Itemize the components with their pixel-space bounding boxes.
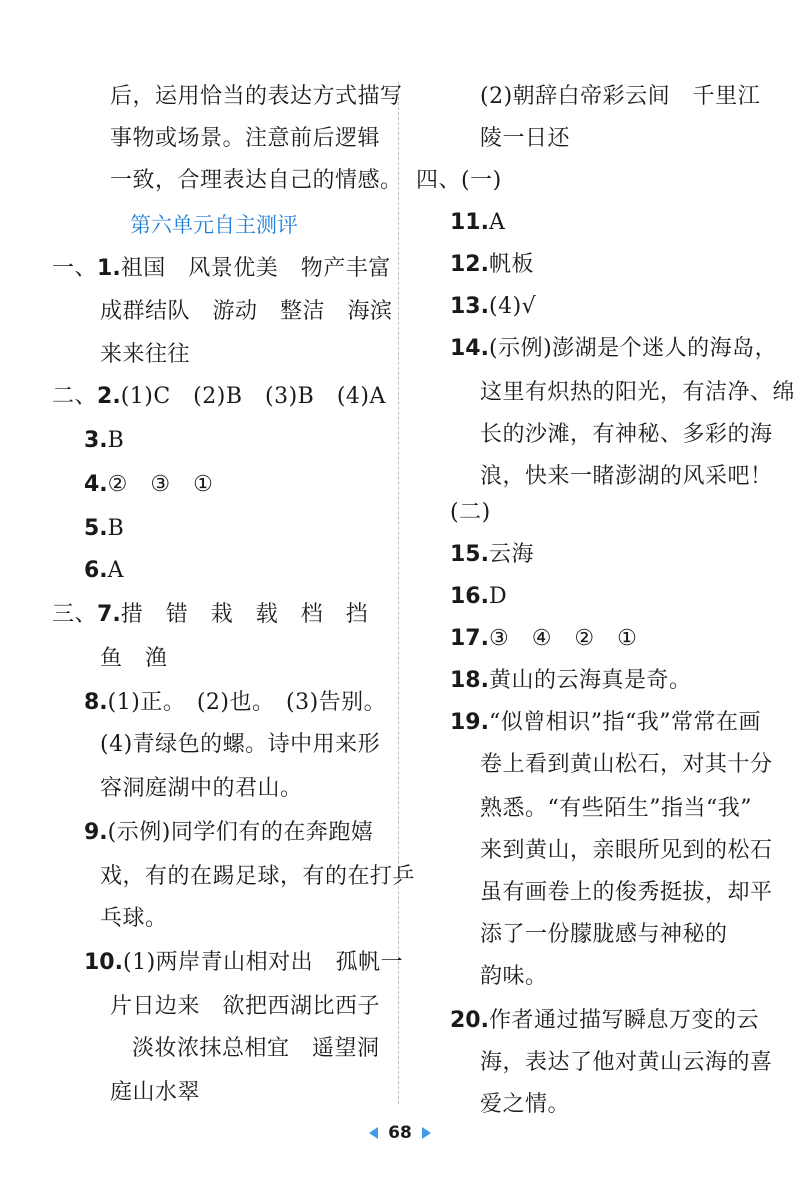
question-number: 2. [97, 384, 121, 409]
part-prefix: 三、 [52, 602, 98, 627]
question-4 [84, 470, 213, 500]
answer-text: (1)两岸青山相对出 孤帆一 [122, 950, 404, 975]
answer-line: 爱之情。 [480, 1092, 571, 1117]
question-2 [52, 382, 386, 412]
question-number: 15. [450, 542, 489, 567]
part-prefix: 一、 [52, 256, 98, 281]
part-prefix: 二、 [52, 384, 98, 409]
answer-line: 长的沙滩，有神秘、多彩的海 [480, 422, 773, 447]
question-number: 5. [84, 516, 108, 541]
answer-line: 海，表达了他对黄山云海的喜 [480, 1050, 773, 1075]
answer-text: A [107, 558, 125, 583]
question-3 [84, 426, 124, 456]
answer-line: 添了一份朦胧感与神秘的 [480, 922, 728, 947]
question-20 [450, 1006, 759, 1036]
answer-line: (4)青绿色的螺。诗中用来形 [100, 732, 381, 757]
part-heading: 四、(一) [416, 168, 502, 193]
answer-line: 容洞庭湖中的君山。 [100, 776, 303, 801]
question-number: 11. [450, 210, 489, 235]
next-page-arrow-icon[interactable] [422, 1127, 431, 1139]
question-number: 17. [450, 626, 489, 651]
previous-page-arrow-icon[interactable] [369, 1127, 378, 1139]
answer-text: ③ ④ ② ① [488, 626, 638, 651]
question-number: 14. [450, 336, 489, 361]
answer-line: 虽有画卷上的俊秀挺拔，却平 [480, 880, 773, 905]
question-10 [84, 948, 403, 978]
question-9 [84, 818, 373, 848]
question-number: 12. [450, 252, 489, 277]
question-number: 10. [84, 950, 123, 975]
answer-text: A [488, 210, 506, 235]
answer-line: 淡妆浓抹总相宜 遥望洞 [132, 1036, 380, 1061]
answer-line: 卷上看到黄山松石，对其十分 [480, 752, 773, 777]
answer-text: (示例)同学们有的在奔跑嬉 [107, 820, 374, 845]
question-number: 13. [450, 294, 489, 319]
intro-line-3: 一致，合理表达自己的情感。 [110, 168, 403, 193]
answer-text: D [488, 584, 508, 609]
question-number: 18. [450, 668, 489, 693]
answer-line: 片日边来 欲把西湖比西子 [110, 994, 381, 1019]
question-number: 4. [84, 472, 108, 497]
question-number: 8. [84, 690, 108, 715]
answer-line: 庭山水翠 [110, 1080, 201, 1105]
question-number: 3. [84, 428, 108, 453]
answer-line: 来到黄山，亲眼所见到的松石 [480, 838, 773, 863]
answer-text: 黄山的云海真是奇。 [488, 668, 692, 693]
answer-text: (1)正。 (2)也。 (3)告别。 [107, 690, 387, 715]
question-14 [450, 334, 777, 364]
answer-line: 乓球。 [100, 906, 168, 931]
question-17 [450, 624, 637, 654]
question-18 [450, 666, 692, 696]
answer-line: 陵一日还 [480, 126, 571, 151]
answer-text: ② ③ ① [107, 472, 214, 497]
question-11 [450, 208, 505, 238]
question-number: 7. [97, 602, 121, 627]
answer-line: 成群结队 游动 整洁 海滨 [100, 299, 393, 324]
answer-text: “似曾相识”指“我”常常在画 [488, 710, 761, 735]
question-number: 9. [84, 820, 108, 845]
answer-line: 浪，快来一睹澎湖的风采吧！ [480, 464, 773, 489]
answer-text: B [107, 516, 125, 541]
answer-text: (4)√ [488, 294, 537, 319]
answer-line: 鱼 渔 [100, 646, 168, 671]
question-19 [450, 708, 761, 738]
question-12 [450, 250, 534, 280]
question-16 [450, 582, 507, 612]
question-number: 16. [450, 584, 489, 609]
question-15 [450, 540, 534, 570]
intro-line-1: 后，运用恰当的表达方式描写 [110, 84, 403, 109]
question-7 [52, 600, 368, 630]
question-5 [84, 514, 124, 544]
question-number: 6. [84, 558, 108, 583]
question-6 [84, 556, 124, 586]
answer-text: 措 错 栽 载 档 挡 [120, 602, 369, 627]
answer-line: 这里有炽热的阳光，有洁净、绵 [480, 380, 796, 405]
intro-line-2: 事物或场景。注意前后逻辑 [110, 126, 381, 151]
part-heading: (二) [450, 500, 491, 525]
answer-line: (2)朝辞白帝彩云间 千里江 [480, 84, 761, 109]
question-8 [84, 688, 386, 718]
section-title: 第六单元自主测评 [130, 213, 298, 237]
answer-text: 云海 [488, 542, 534, 567]
question-13 [450, 292, 536, 322]
answer-line: 韵味。 [480, 964, 548, 989]
answer-text: 作者通过描写瞬息万变的云 [488, 1008, 759, 1033]
page-number: 68 [388, 1123, 412, 1143]
answer-text: (示例)澎湖是个迷人的海岛， [488, 336, 778, 361]
answer-text: 祖国 风景优美 物产丰富 [120, 256, 391, 281]
answer-line: 来来往往 [100, 342, 191, 367]
page-footer [0, 1118, 800, 1148]
question-1 [52, 254, 391, 284]
answer-text: 帆板 [488, 252, 534, 277]
answer-line: 戏，有的在踢足球，有的在打乒 [100, 864, 416, 889]
question-number: 20. [450, 1008, 489, 1033]
question-number: 1. [97, 256, 121, 281]
answer-line: 熟悉。“有些陌生”指当“我” [480, 796, 752, 821]
answer-text: (1)C (2)B (3)B (4)A [120, 384, 386, 409]
question-number: 19. [450, 710, 489, 735]
answer-text: B [107, 428, 125, 453]
